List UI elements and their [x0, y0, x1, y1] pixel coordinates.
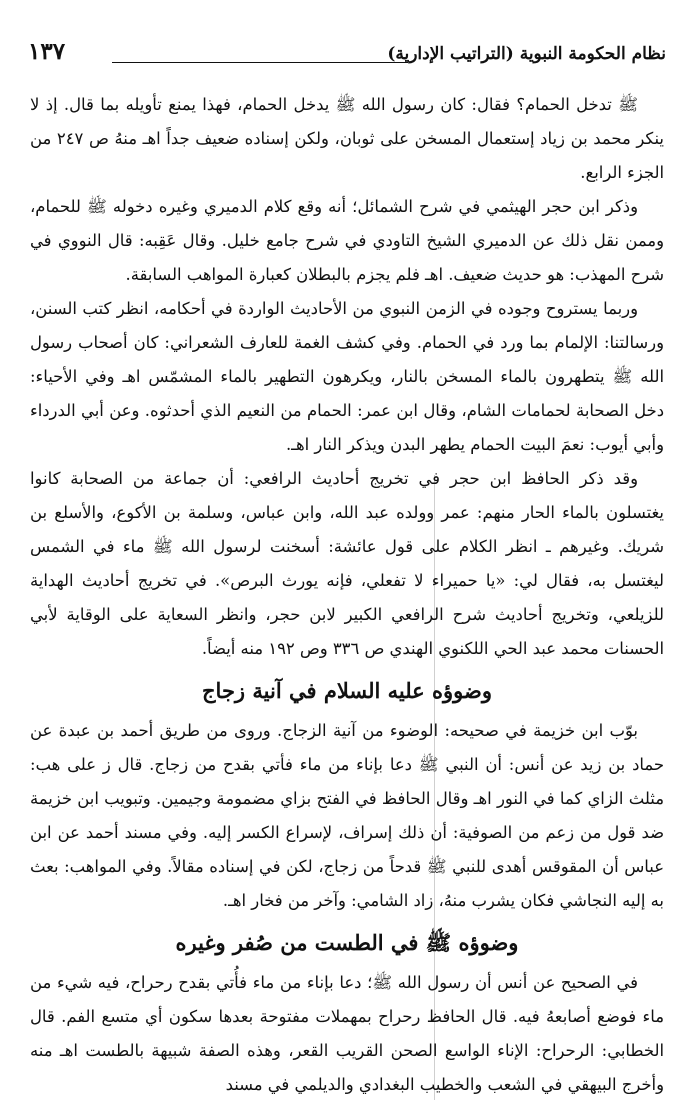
paragraph: بوّب ابن خزيمة في صحيحه: الوضوء من آنية الزجاج. وروى من طريق أحمد بن عبدة عن حماد بن زيد عن أنس: أن النبي ﷺ دعا بإناء من ماء فأتي بقدح من زجاج. قال ز على هب: مثلث الزاي كما في النور اهـ وقال الحافظ في الفتح بزاي مضمومة وجيمين. وتبويب ابن خزيمة ضد قول من زعم من الصوفية: أن ذلك إسراف، لإسراع الكسر إليه. وفي مسند أحمد عن ابن عباس أن المقوقس أهدى للنبي ﷺ قدحاً من زجاج، لكن في إسناده مقالاً. وفي المواهب: بعث به إليه النجاشي فكان يشرب منهُ، زاد الشامي: وآخر من فخار اهـ.: [30, 721, 664, 910]
running-title: نظام الحكومة النبوية (التراتيب الإدارية): [387, 44, 666, 64]
page-body: [30, 88, 664, 1102]
paragraph: ﷺ تدخل الحمام؟ فقال: كان رسول الله ﷺ يدخل الحمام، فهذا يمنع تأويله بما قال. إذ لا ينكر محمد بن زياد إستعمال المسخن على ثوبان، ولكن إسناده ضعيف جداً اهـ منهُ ص ٢٤٧ من الجزء الرابع.: [30, 95, 664, 182]
page-header: [28, 38, 666, 74]
paragraph: في الصحيح عن أنس أن رسول الله ﷺ؛ دعا بإناء من ماء فأُتي بقدح رحراح، فيه شيء من ماء فوضع أصابعهُ فيه. قال الحافظ رحراح بمهملات مفتوحة بعدها سكون أي متسع الفم. قال الخطابي: الرحراح: الإناء الواسع الصحن القريب القعر، وهذه الصفة شبيهة بالطست اهـ منه وأخرج البيهقي في الشعب والخطيب البغدادي والديلمي في مسند: [30, 973, 664, 1094]
header-rule: [112, 62, 408, 63]
paragraph: وذكر ابن حجر الهيثمي في شرح الشمائل؛ أنه وقع كلام الدميري وغيره دخوله ﷺ للحمام، وممن نقل ذلك عن الدميري الشيخ التاودي في شرح جامع خليل. وقال عَقِبه: قال النووي في شرح المهذب: هو حديث ضعيف. اهـ فلم يجزم بالبطلان كعبارة المواهب السابقة.: [30, 197, 664, 284]
page-number: ١٣٧: [28, 38, 66, 65]
paragraph: وربما يستروح وجوده في الزمن النبوي من الأحاديث الواردة في أحكامه، انظر كتب السنن، ورسالتنا: الإلمام بما ورد في الحمام. وفي كشف الغمة للعارف الشعراني: كان أصحاب رسول الله ﷺ يتطهرون بالماء المسخن بالنار، ويكرهون التطهير بالماء المشمّس اهـ وفي الأحياء: دخل الصحابة لحمامات الشام، وقال ابن عمر: الحمام من النعيم الذي أحدثوه. وعن أبي الدرداء وأبي أيوب: نعمَ البيت الحمام يطهر البدن ويذكر النار اهـ.: [30, 299, 664, 454]
section-heading: وضوؤه عليه السلام في آنية زجاج: [202, 678, 492, 703]
section-heading: وضوؤه ﷺ في الطست من صُفر وغيره: [175, 930, 519, 955]
paragraph: وقد ذكر الحافظ ابن حجر في تخريج أحاديث الرافعي: أن جماعة من الصحابة كانوا يغتسلون بالماء الحار منهم: عمر وولده عبد الله، وابن عباس، وسلمة بن الأكوع، والأسلع بن شريك. وغيرهم ـ انظر الكلام على قول عائشة: أسخنت لرسول الله ﷺ ماء في الشمس ليغتسل به، فقال لي: «يا حميراء لا تفعلي، فإنه يورث البرص». في تخريج أحاديث الهداية للزيلعي، وتخريج أحاديث شرح الرافعي الكبير لابن حجر، وانظر السعاية على الوقاية لأبي الحسنات محمد عبد الحي اللكنوي الهندي ص ٣٣٦ وص ١٩٢ منه أيضاً.: [30, 469, 664, 658]
